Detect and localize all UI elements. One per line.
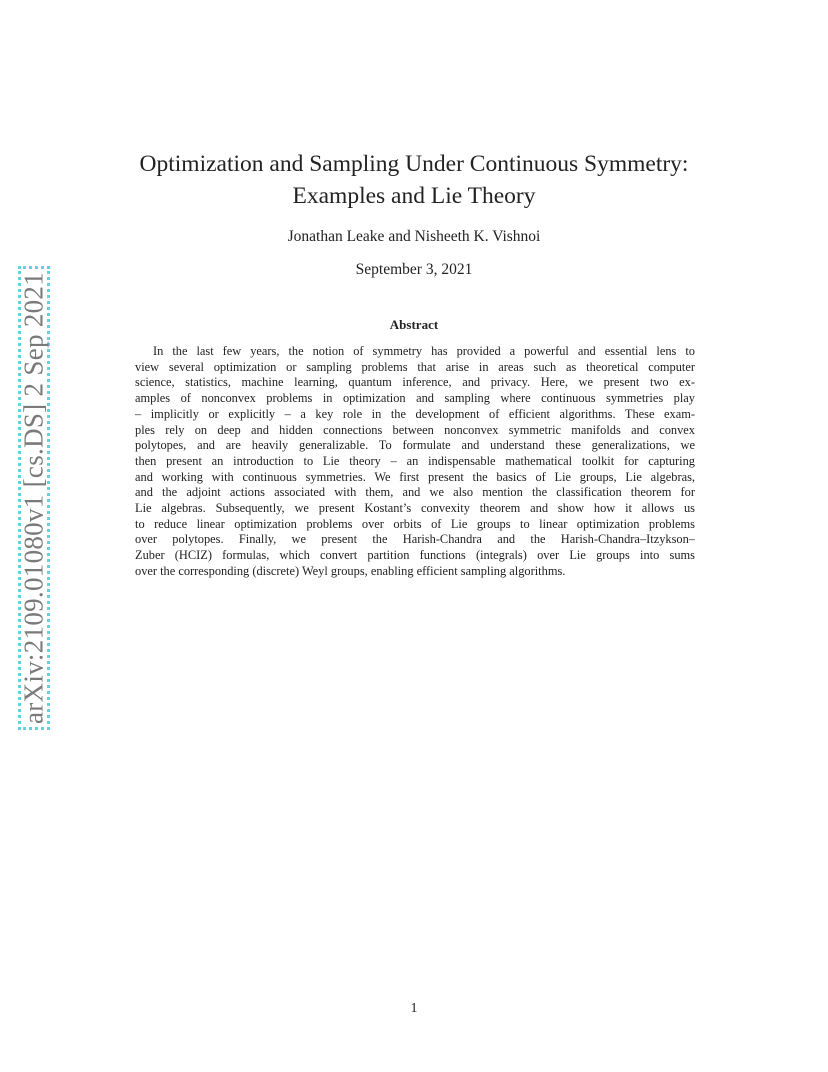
abstract-line: over the corresponding (discrete) Weyl groups, enabling efficient sampling algorithms. <box>135 563 566 578</box>
abstract-line: science, statistics, machine learning, quantum inference, and privacy. Here, we present two ex- <box>135 375 695 390</box>
abstract-line: Lie algebras. Subsequently, we present Kostant’s convexity theorem and show how it allows us <box>135 501 695 516</box>
abstract-line: In the last few years, the notion of symmetry has provided a powerful and essential lens to <box>153 344 695 358</box>
abstract-line: over polytopes. Finally, we present the Harish-Chandra and the Harish-Chandra–Itzykson– <box>135 532 695 547</box>
paper-title <box>0 148 828 212</box>
abstract-line: and working with continuous symmetries. We first present the basics of Lie groups, Lie algebras, <box>135 469 695 484</box>
abstract-line: then present an introduction to Lie theory – an indispensable mathematical toolkit for capturing <box>135 453 695 468</box>
abstract-line: and the adjoint actions associated with them, and we also mention the classification theorem for <box>135 485 695 500</box>
title-line-1: Optimization and Sampling Under Continuous Symmetry: <box>139 151 689 177</box>
authors: Jonathan Leake and Nisheeth K. Vishnoi <box>287 228 541 245</box>
abstract-heading: Abstract <box>389 317 439 332</box>
abstract-line: polytopes, and are heavily generalizable. To formulate and understand these generalizations, we <box>135 438 695 453</box>
arxiv-stamp-text: arXiv:2109.01080v1 [cs.DS] 2 Sep 2021 <box>18 271 49 725</box>
title-line-2: Examples and Lie Theory <box>292 183 536 209</box>
abstract-line: Zuber (HCIZ) formulas, which convert partition functions (integrals) over Lie groups into sums <box>135 548 695 563</box>
arxiv-stamp <box>18 266 50 730</box>
date: September 3, 2021 <box>355 261 473 278</box>
abstract-line: ples rely on deep and hidden connections between nonconvex symmetric manifolds and convex <box>135 422 695 437</box>
abstract-line: – implicitly or explicitly – a key role in the development of efficient algorithms. These exam- <box>135 406 695 421</box>
abstract-line: to reduce linear optimization problems over orbits of Lie groups to linear optimization problems <box>135 516 695 531</box>
abstract-body <box>135 344 695 580</box>
abstract-line: view several optimization or sampling problems that arise in areas such as theoretical computer <box>135 359 695 374</box>
page-number: 1 <box>410 1001 418 1016</box>
abstract-line: amples of nonconvex problems in optimization and sampling where continuous symmetries play <box>135 391 695 406</box>
